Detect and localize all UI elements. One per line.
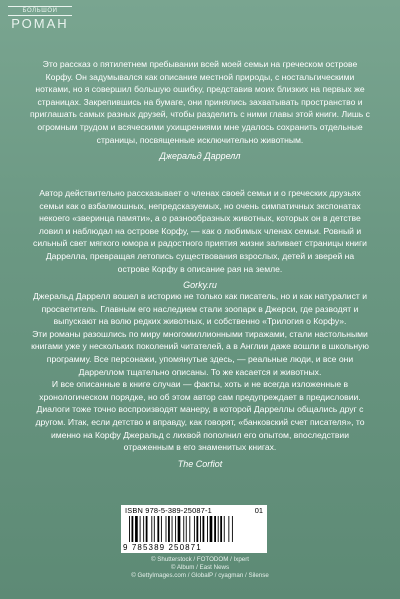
corfiot-quote-text-1: Джеральд Даррелл вошел в историю не только как писатель, но и как натуралист и просветитель. Главным его наследием стали зоопарк в Джерси, где разводят и выпускают на волю редких животных, и собственно «Трилогия о Корфу». (32, 291, 367, 327)
isbn-addon: 01 (254, 506, 263, 515)
series-logo-bottom: РОМАН (11, 16, 69, 31)
barcode-digits: 9 785389 250871 (123, 543, 202, 552)
gorky-quote-source: Gorky.ru (183, 280, 217, 291)
series-logo-top: БОЛЬШОЙ (8, 6, 72, 16)
corfiot-quote (30, 290, 370, 470)
barcode-bars (129, 516, 259, 542)
author-quote-text: Это рассказ о пятилетнем пребывании всей моей семьи на греческом острове Корфу. Он задумывался как описание местной природы, с ностальгическими нотками, но я совершил большую ошибку, представив моих близких на первых же страницах. Закрепившись на бумаге, они принялись захватывать пространство и приглашать самых разных друзей, чтобы разделить с ними главы этой книги. Лишь с огромным трудом и всяческими ухищрениями мне удалось сохранить отдельные страницы, посвященные исключительно животным. (30, 59, 370, 145)
author-quote-source: Джеральд Даррелл (159, 151, 241, 162)
isbn-label: ISBN 978-5-389-25087-1 (125, 506, 212, 515)
gorky-quote (30, 187, 370, 292)
series-logo (8, 6, 72, 30)
author-quote (30, 58, 370, 163)
corfiot-quote-text-3: И все описанные в книге случаи — факты, хоть и не всегда изложенные в хронологическом порядке, но об этом автор сам предупреждает в предисловии. Диалоги тоже точно воспроизводят манеру, в которой Дарреллы общались друг с другом. Итак, если детство и вправду, как говорят, «банковский счет писателя», то именно на Корфу Джеральд с лихвой пополнил его опытом, впоследствии отраженным в его знаменитых книгах. (35, 379, 365, 453)
corfiot-quote-text-2: Эти романы разошлись по миру многомиллионными тиражами, стали настольными книгами уже у нескольких поколений читателей, а в Англии даже вошли в школьную программу. Все персонажи, упомянутые здесь, — реальные люди, и все они Дарреллом тщательно описаны. То же касается и животных. (31, 328, 369, 377)
credit-line-1: © Shutterstock / FOTODOM / Ixpert (151, 556, 249, 563)
photo-credits (100, 556, 300, 581)
gorky-quote-text: Автор действительно рассказывает о членах своей семьи и о греческих друзьях семьи как о взбалмошных, непредсказуемых, но очень симпатичных экспонатах некоего «зверинца памяти», а о разнообразных животных, которых он в детстве ловил и наблюдал на острове Корфу, — как о любимых членах семьи. Ровный и сильный свет мягкого юмора и радостного приятия жизни заливает страницы книги Даррелла, превращая летопись существования взрослых, детей и зверей на острове Корфу в описание рая на земле. (33, 188, 367, 274)
credit-line-3: © GettyImages.com / GlobalP / cyagman / Silense (131, 572, 269, 580)
corfiot-quote-source: The Corfiot (177, 458, 223, 469)
isbn-barcode (121, 505, 267, 553)
credit-line-2: © Album / East News (170, 564, 230, 572)
